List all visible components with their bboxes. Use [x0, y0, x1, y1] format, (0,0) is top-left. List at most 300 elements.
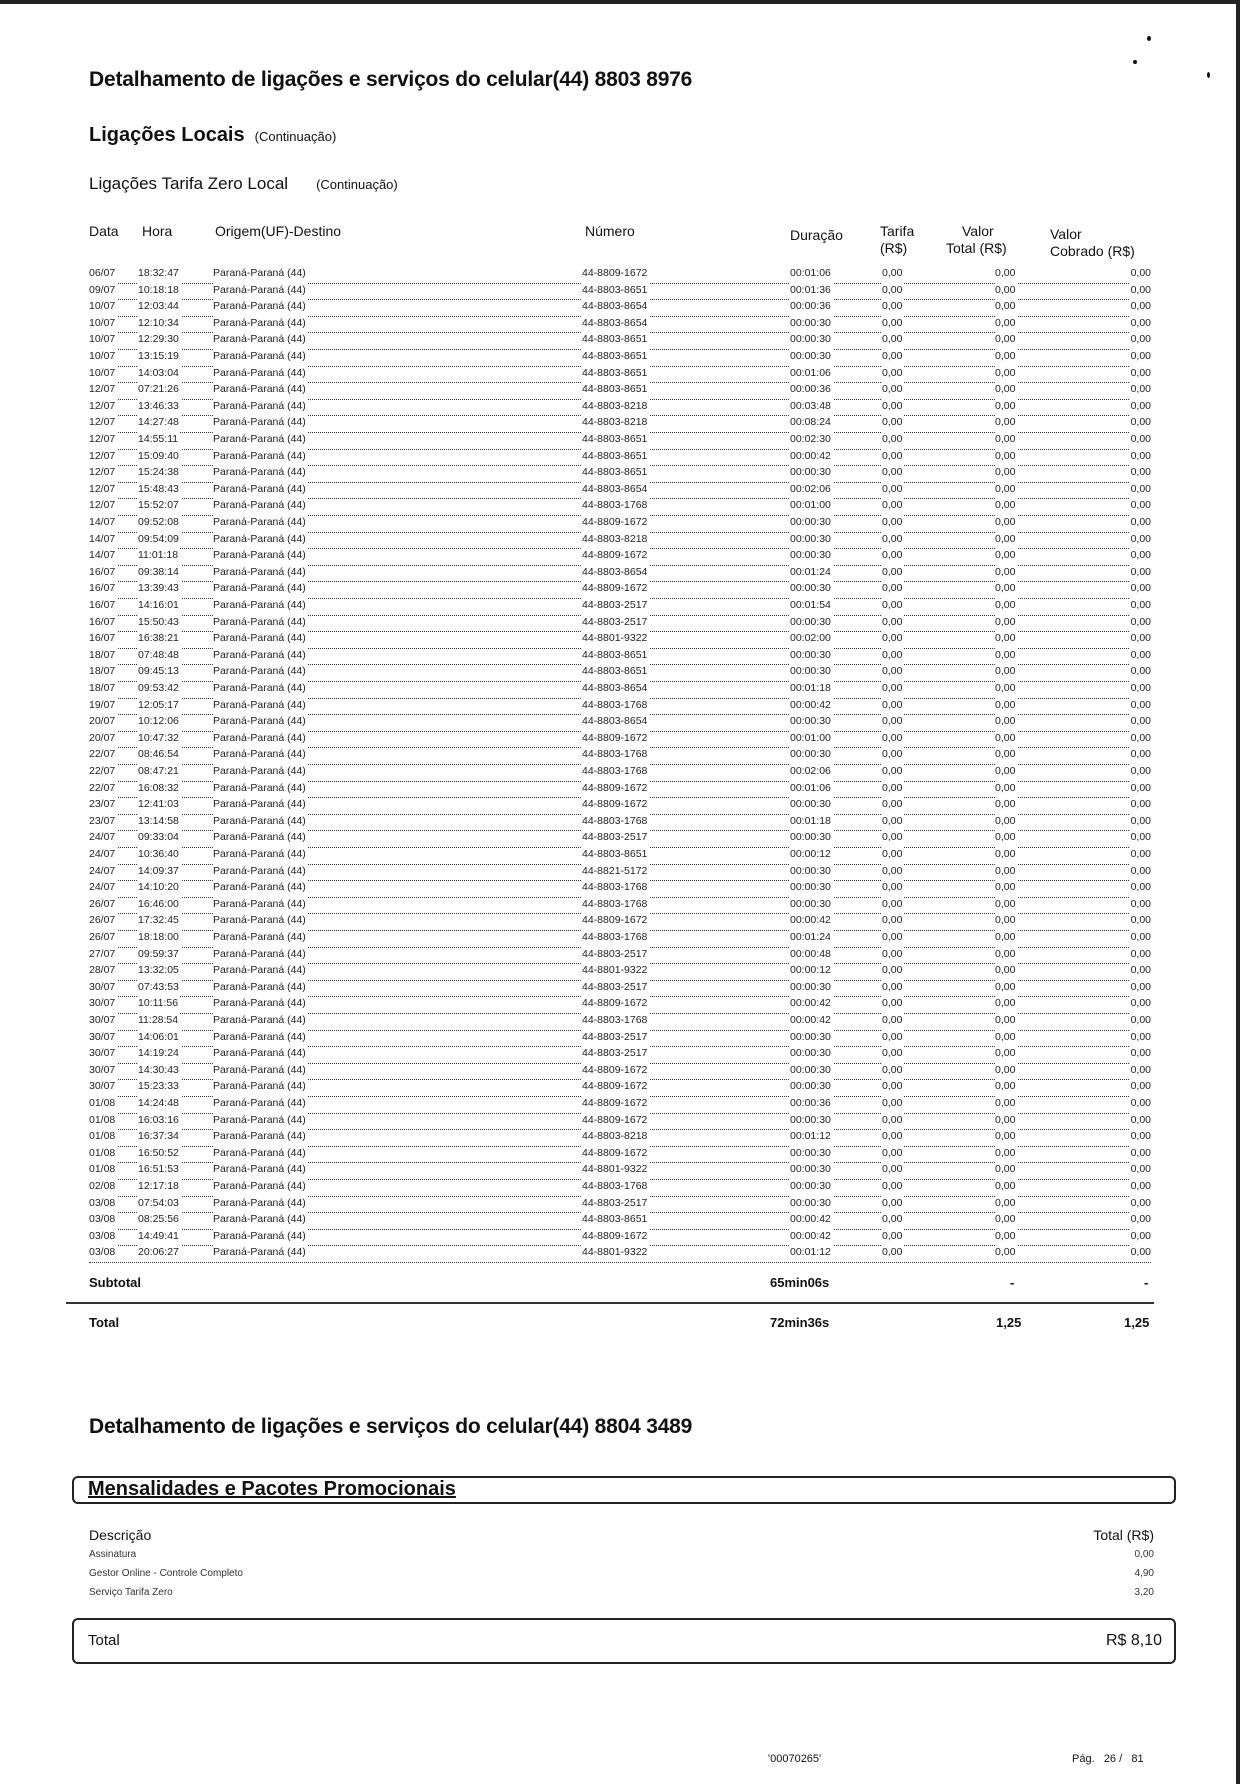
cell-time: 10:12:06 — [138, 715, 179, 728]
cell-origin: Paraná-Paraná (44) — [213, 980, 306, 993]
table-row — [89, 299, 1151, 317]
cell-time: 09:53:42 — [138, 682, 179, 694]
subtitle — [89, 124, 336, 147]
cell-time: 09:38:14 — [138, 565, 179, 578]
cell-origin: Paraná-Paraná (44) — [213, 582, 306, 595]
cell-duration: 00:00:30 — [790, 532, 831, 545]
cell-date: 18/07 — [89, 682, 116, 694]
cell-valor-total: 0,00 — [995, 615, 1016, 628]
cell-time: 16:50:52 — [138, 1146, 179, 1159]
cell-time: 15:50:43 — [138, 615, 179, 628]
cell-tarifa: 0,00 — [882, 897, 903, 910]
cell-time: 07:21:26 — [138, 383, 179, 396]
cell-time: 14:10:20 — [138, 881, 179, 894]
cell-time: 15:09:40 — [138, 449, 179, 462]
cell-tarifa: 0,00 — [882, 1130, 903, 1143]
subsection-text: Ligações Tarifa Zero Local — [89, 174, 289, 193]
cell-origin: Paraná-Paraná (44) — [213, 765, 306, 777]
cell-origin: Paraná-Paraná (44) — [213, 1213, 306, 1226]
cell-origin: Paraná-Paraná (44) — [213, 665, 306, 678]
cell-tarifa: 0,00 — [882, 765, 903, 777]
cell-origin: Paraná-Paraná (44) — [213, 283, 306, 296]
total-duration: 72min36s — [770, 1315, 830, 1330]
cell-origin: Paraná-Paraná (44) — [213, 731, 306, 744]
cell-date: 12/07 — [89, 433, 116, 445]
box-total-label: Total — [88, 1632, 120, 1649]
cell-origin: Paraná-Paraná (44) — [213, 1229, 306, 1242]
cell-number: 44-8809-1672 — [582, 1080, 648, 1093]
cell-duration: 00:02:06 — [790, 765, 831, 777]
cell-valor-total: 0,00 — [995, 765, 1016, 777]
cell-origin: Paraná-Paraná (44) — [213, 997, 306, 1010]
total-divider — [66, 1302, 1154, 1304]
cell-time: 15:48:43 — [138, 482, 179, 495]
cell-tarifa: 0,00 — [882, 582, 903, 595]
table-row — [89, 897, 1151, 915]
total-label: Total — [89, 1315, 120, 1330]
cell-number: 44-8803-1768 — [582, 698, 648, 711]
section1-title: Detalhamento de ligações e serviços do celular(44) 8803 8976 — [89, 68, 693, 91]
cell-valor-cobrado: 0,00 — [1130, 1146, 1151, 1159]
cell-tarifa: 0,00 — [882, 698, 903, 711]
cell-number: 44-8803-8218 — [582, 1130, 648, 1143]
cell-duration: 00:00:30 — [790, 466, 831, 479]
cell-number: 44-8803-8651 — [582, 466, 648, 479]
cell-date: 19/07 — [89, 698, 116, 711]
cell-tarifa: 0,00 — [882, 532, 903, 545]
cell-number: 44-8801-9322 — [582, 632, 648, 645]
cell-duration: 00:01:00 — [790, 499, 831, 512]
table-row — [89, 1113, 1151, 1131]
cell-time: 12:17:18 — [138, 1180, 179, 1192]
cell-valor-total: 0,00 — [995, 599, 1016, 611]
table-row — [89, 415, 1151, 433]
cell-time: 14:03:04 — [138, 366, 179, 379]
cell-duration: 00:00:30 — [790, 1180, 831, 1192]
cell-date: 30/07 — [89, 997, 116, 1010]
cell-duration: 00:01:36 — [790, 283, 831, 296]
table-row — [89, 980, 1151, 998]
cell-tarifa: 0,00 — [882, 881, 903, 894]
table-row — [89, 830, 1151, 848]
subtotal-duration: 65min06s — [770, 1275, 830, 1290]
cell-duration: 00:00:30 — [790, 798, 831, 811]
cell-tarifa: 0,00 — [882, 648, 903, 661]
cell-date: 10/07 — [89, 350, 116, 362]
cell-tarifa: 0,00 — [882, 682, 903, 694]
cell-date: 23/07 — [89, 798, 116, 811]
cell-valor-cobrado: 0,00 — [1130, 1014, 1151, 1026]
cell-date: 24/07 — [89, 848, 116, 860]
cell-duration: 00:00:42 — [790, 914, 831, 927]
cell-duration: 00:00:30 — [790, 582, 831, 595]
cell-tarifa: 0,00 — [882, 267, 903, 279]
cell-tarifa: 0,00 — [882, 715, 903, 728]
cell-time: 08:47:21 — [138, 765, 179, 777]
cell-date: 10/07 — [89, 366, 116, 379]
cell-origin: Paraná-Paraná (44) — [213, 798, 306, 811]
cell-origin: Paraná-Paraná (44) — [213, 1097, 306, 1109]
cell-tarifa: 0,00 — [882, 399, 903, 412]
cell-tarifa: 0,00 — [882, 1213, 903, 1226]
cell-tarifa: 0,00 — [882, 1080, 903, 1093]
cell-tarifa: 0,00 — [882, 1113, 903, 1126]
cell-tarifa: 0,00 — [882, 1063, 903, 1076]
cell-duration: 00:08:24 — [790, 416, 831, 429]
cell-duration: 00:00:30 — [790, 715, 831, 728]
cell-origin: Paraná-Paraná (44) — [213, 615, 306, 628]
cell-tarifa: 0,00 — [882, 366, 903, 379]
cell-duration: 00:00:30 — [790, 549, 831, 562]
cell-origin: Paraná-Paraná (44) — [213, 300, 306, 313]
cell-tarifa: 0,00 — [882, 565, 903, 578]
cell-time: 16:08:32 — [138, 781, 179, 794]
cell-tarifa: 0,00 — [882, 931, 903, 943]
cell-number: 44-8803-1768 — [582, 765, 648, 777]
cell-time: 14:19:24 — [138, 1047, 179, 1060]
table-row — [89, 847, 1151, 865]
cell-valor-total: 0,00 — [995, 914, 1016, 927]
cell-origin: Paraná-Paraná (44) — [213, 267, 306, 279]
cell-duration: 00:00:30 — [790, 665, 831, 678]
table-row — [89, 432, 1151, 450]
cell-valor-cobrado: 0,00 — [1130, 499, 1151, 512]
cell-origin: Paraná-Paraná (44) — [213, 1063, 306, 1076]
cell-valor-total: 0,00 — [995, 499, 1016, 512]
cell-origin: Paraná-Paraná (44) — [213, 698, 306, 711]
cell-tarifa: 0,00 — [882, 333, 903, 346]
table-row — [89, 283, 1151, 301]
cell-valor-cobrado: 0,00 — [1130, 964, 1151, 977]
cell-tarifa: 0,00 — [882, 1014, 903, 1026]
cell-origin: Paraná-Paraná (44) — [213, 482, 306, 495]
subtotal-label: Subtotal — [89, 1275, 141, 1290]
cell-time: 08:25:56 — [138, 1213, 179, 1226]
cell-valor-total: 0,00 — [995, 698, 1016, 711]
cell-valor-total: 0,00 — [995, 449, 1016, 462]
col-data: Data — [89, 223, 119, 239]
table-row — [89, 1212, 1151, 1230]
table-row — [89, 1079, 1151, 1097]
item-value: 3,20 — [1134, 1587, 1154, 1598]
cell-time: 10:36:40 — [138, 848, 179, 860]
box-mensalidades-title: Mensalidades e Pacotes Promocionais — [88, 1478, 456, 1500]
cell-number: 44-8809-1672 — [582, 1063, 648, 1076]
cell-number: 44-8803-8651 — [582, 848, 648, 860]
document-code: '00070265' — [768, 1753, 822, 1765]
cell-duration: 00:00:42 — [790, 997, 831, 1010]
cell-valor-cobrado: 0,00 — [1130, 897, 1151, 910]
cell-valor-total: 0,00 — [995, 416, 1016, 429]
table-row — [89, 266, 1151, 284]
table-row — [89, 880, 1151, 898]
cell-valor-cobrado: 0,00 — [1130, 1196, 1151, 1209]
cell-time: 11:28:54 — [138, 1014, 179, 1026]
table-row — [89, 714, 1151, 732]
cell-duration: 00:00:30 — [790, 316, 831, 329]
table-row — [89, 930, 1151, 948]
col-descricao: Descrição — [89, 1527, 152, 1543]
cell-number: 44-8803-8651 — [582, 283, 648, 296]
cell-date: 10/07 — [89, 300, 116, 313]
cell-time: 07:48:48 — [138, 648, 179, 661]
cell-duration: 00:00:42 — [790, 1213, 831, 1226]
cell-origin: Paraná-Paraná (44) — [213, 449, 306, 462]
cell-number: 44-8803-2517 — [582, 599, 648, 611]
cell-tarifa: 0,00 — [882, 416, 903, 429]
page-total: 81 — [1131, 1753, 1144, 1765]
cell-tarifa: 0,00 — [882, 433, 903, 445]
cell-valor-total: 0,00 — [995, 1063, 1016, 1076]
cell-origin: Paraná-Paraná (44) — [213, 632, 306, 645]
cell-valor-cobrado: 0,00 — [1130, 798, 1151, 811]
cell-number: 44-8821-5172 — [582, 864, 648, 877]
table-row — [89, 1063, 1151, 1081]
cell-time: 15:24:38 — [138, 466, 179, 479]
table-row — [89, 913, 1151, 931]
cell-time: 11:01:18 — [138, 549, 179, 562]
cell-valor-cobrado: 0,00 — [1130, 1213, 1151, 1226]
cell-time: 16:37:34 — [138, 1130, 179, 1143]
cell-duration: 00:00:36 — [790, 1097, 831, 1109]
item-description: Assinatura — [89, 1549, 137, 1560]
cell-duration: 00:01:18 — [790, 682, 831, 694]
cell-time: 07:43:53 — [138, 980, 179, 993]
cell-valor-cobrado: 0,00 — [1130, 881, 1151, 894]
cell-date: 01/08 — [89, 1113, 116, 1126]
cell-tarifa: 0,00 — [882, 814, 903, 827]
subsection-note: (Continuação) — [316, 177, 398, 192]
cell-origin: Paraná-Paraná (44) — [213, 366, 306, 379]
cell-tarifa: 0,00 — [882, 499, 903, 512]
cell-valor-total: 0,00 — [995, 814, 1016, 827]
cell-duration: 00:01:06 — [790, 267, 831, 279]
table-row — [89, 681, 1151, 699]
cell-number: 44-8803-1768 — [582, 748, 648, 761]
cell-number: 44-8803-8218 — [582, 416, 648, 429]
cell-valor-cobrado: 0,00 — [1130, 665, 1151, 678]
col-tarifa-l1: Tarifa — [880, 223, 915, 239]
cell-time: 13:14:58 — [138, 814, 179, 827]
cell-tarifa: 0,00 — [882, 549, 903, 562]
cell-tarifa: 0,00 — [882, 947, 903, 960]
cell-number: 44-8803-1768 — [582, 814, 648, 827]
cell-valor-total: 0,00 — [995, 964, 1016, 977]
cell-valor-total: 0,00 — [995, 267, 1016, 279]
cell-valor-cobrado: 0,00 — [1130, 682, 1151, 694]
col-origem: Origem(UF)-Destino — [215, 223, 342, 239]
cell-origin: Paraná-Paraná (44) — [213, 682, 306, 694]
cell-time: 12:05:17 — [138, 698, 179, 711]
cell-valor-total: 0,00 — [995, 1180, 1016, 1192]
cell-valor-cobrado: 0,00 — [1130, 914, 1151, 927]
cell-date: 18/07 — [89, 648, 116, 661]
cell-origin: Paraná-Paraná (44) — [213, 516, 306, 528]
cell-duration: 00:00:30 — [790, 897, 831, 910]
cell-time: 10:18:18 — [138, 283, 179, 296]
cell-valor-total: 0,00 — [995, 350, 1016, 362]
cell-valor-cobrado: 0,00 — [1130, 1030, 1151, 1043]
cell-number: 44-8803-8651 — [582, 1213, 648, 1226]
cell-number: 44-8803-1768 — [582, 931, 648, 943]
cell-duration: 00:00:36 — [790, 300, 831, 313]
scan-speck — [1207, 72, 1210, 78]
cell-valor-total: 0,00 — [995, 931, 1016, 943]
cell-tarifa: 0,00 — [882, 1229, 903, 1242]
cell-duration: 00:00:30 — [790, 516, 831, 528]
cell-date: 01/08 — [89, 1130, 116, 1143]
cell-valor-total: 0,00 — [995, 798, 1016, 811]
cell-time: 12:03:44 — [138, 300, 179, 313]
cell-tarifa: 0,00 — [882, 798, 903, 811]
cell-valor-total: 0,00 — [995, 516, 1016, 528]
cell-valor-total: 0,00 — [995, 864, 1016, 877]
cell-date: 20/07 — [89, 731, 116, 744]
cell-valor-total: 0,00 — [995, 433, 1016, 445]
cell-valor-cobrado: 0,00 — [1130, 1113, 1151, 1126]
cell-date: 16/07 — [89, 582, 116, 595]
cell-duration: 00:02:06 — [790, 482, 831, 495]
cell-valor-total: 0,00 — [995, 632, 1016, 645]
cell-date: 27/07 — [89, 947, 116, 960]
cell-date: 14/07 — [89, 516, 116, 528]
table-row — [89, 399, 1151, 417]
page-number — [1072, 1753, 1144, 1765]
cell-valor-total: 0,00 — [995, 831, 1016, 844]
cell-tarifa: 0,00 — [882, 599, 903, 611]
cell-time: 18:18:00 — [138, 931, 179, 943]
cell-origin: Paraná-Paraná (44) — [213, 1047, 306, 1060]
cell-time: 07:54:03 — [138, 1196, 179, 1209]
cell-number: 44-8809-1672 — [582, 781, 648, 794]
table-row — [89, 1162, 1151, 1180]
cell-tarifa: 0,00 — [882, 283, 903, 296]
cell-tarifa: 0,00 — [882, 482, 903, 495]
cell-valor-total: 0,00 — [995, 283, 1016, 296]
subtotal-valor-total: - — [1010, 1275, 1015, 1290]
subtitle-note: (Continuação) — [254, 129, 337, 144]
cell-duration: 00:00:30 — [790, 980, 831, 993]
cell-number: 44-8803-8651 — [582, 333, 648, 346]
cell-duration: 00:00:42 — [790, 698, 831, 711]
cell-time: 14:27:48 — [138, 416, 179, 429]
table-row — [89, 664, 1151, 682]
cell-valor-total: 0,00 — [995, 383, 1016, 396]
cell-valor-cobrado: 0,00 — [1130, 516, 1151, 528]
cell-date: 24/07 — [89, 864, 116, 877]
col-duracao: Duração — [790, 227, 843, 243]
cell-valor-cobrado: 0,00 — [1130, 814, 1151, 827]
cell-origin: Paraná-Paraná (44) — [213, 565, 306, 578]
cell-duration: 00:03:48 — [790, 399, 831, 412]
table-row — [89, 565, 1151, 583]
cell-date: 30/07 — [89, 1014, 116, 1026]
cell-time: 13:15:19 — [138, 350, 179, 362]
cell-date: 10/07 — [89, 316, 116, 329]
cell-number: 44-8803-8218 — [582, 532, 648, 545]
cell-time: 09:33:04 — [138, 831, 179, 844]
cell-origin: Paraná-Paraná (44) — [213, 964, 306, 977]
cell-date: 30/07 — [89, 1063, 116, 1076]
cell-tarifa: 0,00 — [882, 466, 903, 479]
cell-number: 44-8809-1672 — [582, 1113, 648, 1126]
cell-duration: 00:00:30 — [790, 350, 831, 362]
cell-number: 44-8809-1672 — [582, 731, 648, 744]
cell-valor-cobrado: 0,00 — [1130, 383, 1151, 396]
table-row — [89, 864, 1151, 882]
cell-date: 30/07 — [89, 980, 116, 993]
cell-time: 09:52:08 — [138, 516, 179, 528]
cell-date: 12/07 — [89, 399, 116, 412]
cell-origin: Paraná-Paraná (44) — [213, 814, 306, 827]
cell-origin: Paraná-Paraná (44) — [213, 1196, 306, 1209]
table-row — [89, 515, 1151, 533]
cell-duration: 00:00:30 — [790, 831, 831, 844]
cell-duration: 00:01:00 — [790, 731, 831, 744]
total-valor-cobrado: 1,25 — [1124, 1315, 1150, 1330]
cell-number: 44-8803-8651 — [582, 383, 648, 396]
cell-valor-total: 0,00 — [995, 482, 1016, 495]
col-valor-total — [946, 223, 1007, 257]
col-total: Total (R$) — [1093, 1527, 1154, 1543]
table-row — [89, 631, 1151, 649]
cell-origin: Paraná-Paraná (44) — [213, 433, 306, 445]
cell-duration: 00:00:30 — [790, 1146, 831, 1159]
col-valor-total-l2: Total (R$) — [946, 240, 1007, 256]
cell-date: 03/08 — [89, 1213, 116, 1226]
cell-time: 14:55:11 — [138, 433, 179, 445]
table-row — [89, 382, 1151, 400]
cell-tarifa: 0,00 — [882, 831, 903, 844]
item-value: 0,00 — [1134, 1549, 1154, 1560]
cell-number: 44-8803-8654 — [582, 300, 648, 313]
cell-valor-cobrado: 0,00 — [1130, 333, 1151, 346]
cell-number: 44-8809-1672 — [582, 1229, 648, 1242]
table-row — [89, 1013, 1151, 1031]
cell-valor-cobrado: 0,00 — [1130, 449, 1151, 462]
cell-valor-cobrado: 0,00 — [1130, 648, 1151, 661]
subtotal-valor-cobrado: - — [1144, 1275, 1149, 1290]
cell-valor-cobrado: 0,00 — [1130, 283, 1151, 296]
cell-time: 12:41:03 — [138, 798, 179, 811]
box-mensalidades — [72, 1476, 1176, 1504]
cell-origin: Paraná-Paraná (44) — [213, 316, 306, 329]
table-row — [89, 482, 1151, 500]
scan-edge — [1236, 0, 1240, 1784]
cell-origin: Paraná-Paraná (44) — [213, 897, 306, 910]
cell-duration: 00:00:42 — [790, 1014, 831, 1026]
cell-number: 44-8809-1672 — [582, 549, 648, 562]
cell-valor-cobrado: 0,00 — [1130, 366, 1151, 379]
cell-valor-cobrado: 0,00 — [1130, 1097, 1151, 1109]
cell-origin: Paraná-Paraná (44) — [213, 848, 306, 860]
cell-tarifa: 0,00 — [882, 781, 903, 794]
table-row — [89, 1245, 1151, 1263]
cell-valor-cobrado: 0,00 — [1130, 433, 1151, 445]
cell-tarifa: 0,00 — [882, 383, 903, 396]
cell-valor-cobrado: 0,00 — [1130, 748, 1151, 761]
cell-origin: Paraná-Paraná (44) — [213, 947, 306, 960]
cell-duration: 00:01:06 — [790, 366, 831, 379]
cell-valor-cobrado: 0,00 — [1130, 267, 1151, 279]
cell-date: 12/07 — [89, 466, 116, 479]
cell-time: 18:32:47 — [138, 267, 179, 279]
cell-valor-total: 0,00 — [995, 1047, 1016, 1060]
cell-valor-total: 0,00 — [995, 1030, 1016, 1043]
cell-tarifa: 0,00 — [882, 350, 903, 362]
cell-valor-cobrado: 0,00 — [1130, 848, 1151, 860]
table-row — [89, 1030, 1151, 1048]
